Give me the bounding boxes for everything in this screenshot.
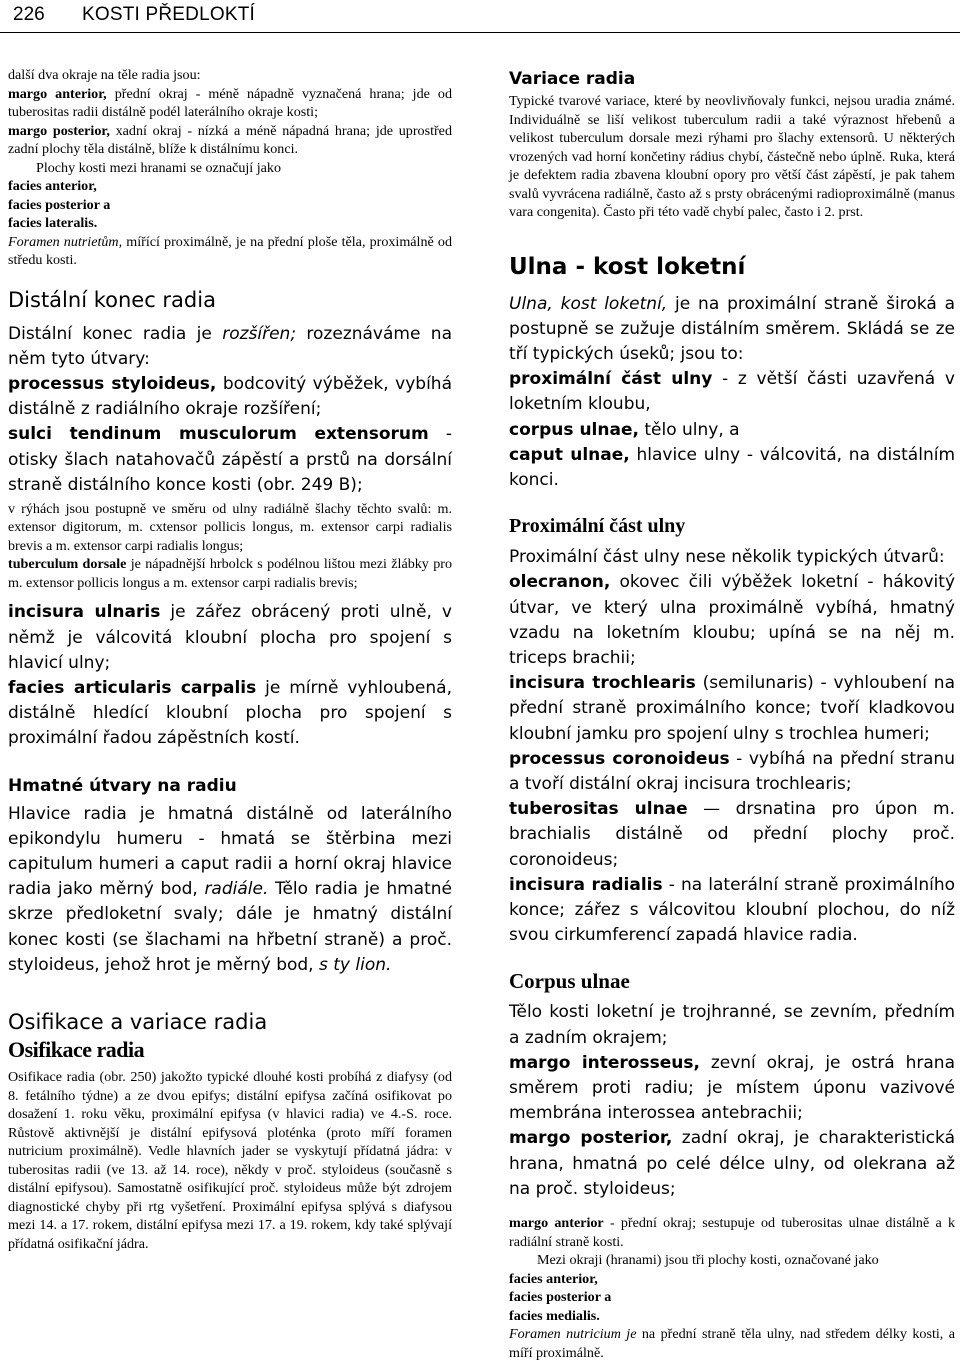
term: margo interosseus, (509, 1052, 700, 1073)
term: facies articularis carpalis (8, 678, 257, 699)
distal-intro (8, 322, 452, 372)
caput-entry (509, 443, 955, 493)
text: rozeznáváme na něm tyto útvary: (8, 323, 452, 369)
ulna-facies-posterior (509, 1288, 955, 1307)
definition: - vybíhá na přední stranu a tvoří distální okraj incisura trochlearis; (509, 748, 955, 794)
faces-intro: Mezi okraji (hranami) jsou tři plochy kosti, označované jako (537, 1252, 879, 1268)
term: tuberculum dorsale (8, 556, 127, 573)
facies-posterior (8, 196, 452, 215)
term: caput ulnae, (509, 444, 630, 465)
definition: - na laterální straně proximálního konce; zářez s válcovitou kloubní plochou, do níž svou cirkumferencí zapadá hlavice radia. (509, 874, 955, 946)
surfaces-intro: Plochy kosti mezi hranami se označují jako (36, 159, 282, 176)
term: incisura ulnaris (8, 602, 161, 623)
emphasis: Ulna, kost loketní, (509, 293, 668, 314)
definition: -otisky šlach natahovačů zápěstí a prstů na dorsální straně distálního konce kosti (obr. 249 B); (8, 424, 452, 495)
ulna-facies-anterior (509, 1270, 955, 1289)
margo-posterior-entry (8, 122, 452, 159)
sulci-entry (8, 422, 452, 498)
left-column (8, 66, 452, 1253)
incisura-trochlearis-entry (509, 671, 955, 747)
definition: zevní okraj, je ostrá hrana směrem proti radiu; je místem úponu vazivové membrána interossea antebrachii; (509, 1052, 955, 1124)
proximal-heading: Proximální část ulny (509, 515, 686, 538)
right-column (509, 66, 955, 1362)
term: Foramen nutricium je (509, 1326, 637, 1342)
margo-posterior-ulna-entry (509, 1126, 955, 1202)
term: Foramen nutrietům, (8, 233, 123, 250)
term: facies posterior a (509, 1289, 612, 1305)
definition: - přední okraj; sestupuje od tuberositas ulnae distálně a k radiální straně kosti. (509, 1215, 956, 1250)
page-header (0, 0, 960, 33)
term: incisura radialis (509, 874, 663, 895)
term: margo anterior, (8, 85, 107, 102)
term: margo posterior, (8, 122, 110, 139)
emphasis: s ty lion. (319, 954, 392, 975)
definition: přední okraj - méně nápadně vyznačená hrana; jde od tuberositas radii distálně podél laterálního okraje kosti; (8, 85, 452, 120)
definition: je zářez obrácený proti ulně, v němž je válcovitá kloubní plocha pro spojení s hlavicí ulny; (8, 602, 452, 673)
definition: zadní okraj, je charakteristická hrana, hmatná po celé délce ulny, od olekrana až na proč. styloideus; (509, 1128, 955, 1199)
olecranon-entry (509, 570, 955, 671)
ulna-facies-medialis (509, 1307, 955, 1326)
margo-anterior-entry (8, 85, 452, 122)
definition: (semilunaris) - vyhloubení na přední straně proximálního konce; tvoří kladkovou kloubní jamku pro spojení ulny s trochlea humeri; (509, 673, 955, 744)
ulna-heading: Ulna - kost loketní (509, 253, 746, 280)
term: proximální část ulny (509, 369, 713, 390)
ossification-subheading: Osifikace radia (8, 1037, 145, 1063)
variation-heading: Variace radia (509, 69, 636, 89)
tuberositas-entry (509, 797, 955, 873)
palpable-heading: Hmatné útvary na radiu (8, 775, 237, 796)
foramen-entry (8, 233, 452, 270)
term: corpus ulnae, (509, 419, 639, 440)
margo-anterior-ulna-entry (509, 1214, 955, 1251)
term: facies anterior, (509, 1270, 598, 1287)
text: Hlavice radia je hmatná distálně od laterálního epikondylu humeru - hmatá se štěrbina mezi capitulum humeri a caput radii a horní okraj hlavice radia jako měrný bod, (8, 803, 452, 900)
corpus-entry (509, 418, 955, 443)
facies-carpalis-entry (8, 676, 452, 752)
page-number: 226 (13, 4, 45, 25)
distal-heading: Distální konec radia (8, 287, 216, 312)
corpus-intro: Tělo kosti loketní je trojhranné, se zevním, předním a zadním okrajem; (509, 1002, 955, 1048)
palpable-text (8, 802, 452, 978)
variation-text: Typické tvarové variace, které by neovlivňovaly funkci, nejsou uradia známé. Individuálně se liší velikost tuberculum radii a také výraznost hřebenů a velikost tuberculum dorsale mezi rýhami pro šlachy extensorů. U některých vrozených vad horní končetiny rádius chybí, částečně nebo úplně. Ruka, která je defektem radia zbavena kloubní opory pro větší část zápěstí, je pak tahem svalů vyvrácena radiálně, často až s prsty obrácenými radioproximálně (manus vara congenita). Často při této vadě chybí palec, často i 2. prst. (509, 93, 955, 220)
definition: hlavice ulny - válcovitá, na distálním konci. (509, 444, 955, 490)
text: Tělo radia je hmatné skrze předloketní svaly; dále je hmatný distální konec kosti (se šlachami na hřbetní straně) a proč. styloideus, jehož hrot je měrný bod, (8, 879, 452, 975)
definition: xadní okraj - nízká a méně nápadná hrana; jde uprostřed zadní plochy těla distálně, blíže k distálnímu konci. (8, 122, 452, 157)
styloid-entry (8, 372, 452, 422)
tendons-note: v rýhách jsou postupně ve směru od ulny radiálně šlachy těchto svalů: m. extensor digitorum, m. cxtensor pollicis longus, m. extensor carpi radialis brevis a m. extensor carpi radialis longus; (8, 500, 452, 554)
term: facies lateralis. (8, 215, 98, 231)
corpus-heading: Corpus ulnae (509, 969, 630, 994)
proximal-part-entry (509, 367, 955, 417)
incisura-radialis-entry (509, 873, 955, 949)
tuberculum-dorsale-entry (8, 555, 452, 592)
ulna-intro (509, 292, 955, 368)
ossification-heading: Osifikace a variace radia (8, 1010, 268, 1035)
definition: je nápadnější hrbolck s podélnou lištou mezi žlábky pro m. extensor pollicis longus a m. extensor carpi radialis brevis; (8, 556, 452, 591)
term: margo anterior (509, 1215, 604, 1231)
term: facies anterior, (8, 178, 97, 194)
term: facies medialis. (509, 1307, 600, 1324)
running-title: KOSTI PŘEDLOKTÍ (82, 4, 255, 25)
ossification-text: Osifikace radia (obr. 250) jakožto typické dlouhé kosti probíhá z diafysy (od 8. fetálního týdne) a ze dvou epifys; distální epifysa začíná osifikovat po dosažení 1. roku věku, proximální epifysa (v hlavici radia) ve 4.-S. roce. Růstově aktivnější je distální epifysová ploténka (proto míří foramen nutricium proximálně). Vedle hlavních jader se vyskytují přídatná jádra: v tuberositas radii (ve 13. až 14. roce), někdy v proč. styloideus (současně s distální epifysou). Samostatně osifikující proč. styloideus může být zdrojem diagnostické chyby při rtg vyšetření. Proximální epifysa splývá s diafysou mezi 14. a 17. rokem, distální epifysa mezi 17. a 19. rokem, kdy také splývají přídatná osifikační jádra. (8, 1069, 452, 1252)
facies-lateralis (8, 214, 452, 233)
term: processus styloideus, (8, 373, 217, 394)
margo-interosseus-entry (509, 1051, 955, 1127)
definition: na přední straně těla ulny, nad středem délky kosti, a míří proximálně. (509, 1326, 955, 1361)
text: je na proximální straně široká a postupně se zužuje distálním směrem. Skládá se ze tří typických úseků; jsou to: (509, 293, 955, 364)
proximal-intro: Proximální část ulny nese několik typických útvarů: (509, 547, 945, 568)
intro-text: další dva okraje na těle radia jsou: (8, 67, 201, 83)
definition: je mírně vyhloubená, distálně hledící kloubní plocha pro spojení s proximální řadou zápěstních kostí. (8, 678, 452, 749)
definition: - z větší části uzavřená v loketním kloubu, (509, 369, 955, 415)
term: processus coronoideus (509, 748, 730, 769)
definition: okovec čili výběžek loketní - hákovitý útvar, ve který ulna proximálně vybíhá, hmatný vzadu na loketním kloubu; upíná se na něj m. triceps brachii; (509, 572, 955, 668)
facies-anterior (8, 177, 452, 196)
text: Distální konec radia je (8, 323, 223, 344)
term: olecranon, (509, 572, 611, 593)
definition: mířící proximálně, je na přední ploše těla, proximálně od středu kosti. (8, 233, 452, 268)
emphasis: radiále. (204, 879, 269, 900)
term: tuberositas ulnae (509, 799, 688, 820)
coronoideus-entry (509, 747, 955, 797)
term: margo posterior, (509, 1128, 673, 1149)
emphasis: rozšířen; (222, 323, 297, 344)
term: sulci tendinum musculorum extensorum (8, 424, 429, 445)
term: incisura trochlearis (509, 673, 696, 694)
foramen-ulna-entry (509, 1325, 955, 1362)
incisura-ulnaris-entry (8, 600, 452, 676)
definition: tělo ulny, a (638, 419, 740, 440)
definition: — drsnatina pro úpon m. brachialis distálně od přední plochy proč. coronoideus; (509, 799, 955, 870)
term: facies posterior a (8, 196, 111, 213)
definition: bodcovitý výběžek, vybíhá distálně z radiálního okraje rozšíření; (8, 373, 452, 420)
